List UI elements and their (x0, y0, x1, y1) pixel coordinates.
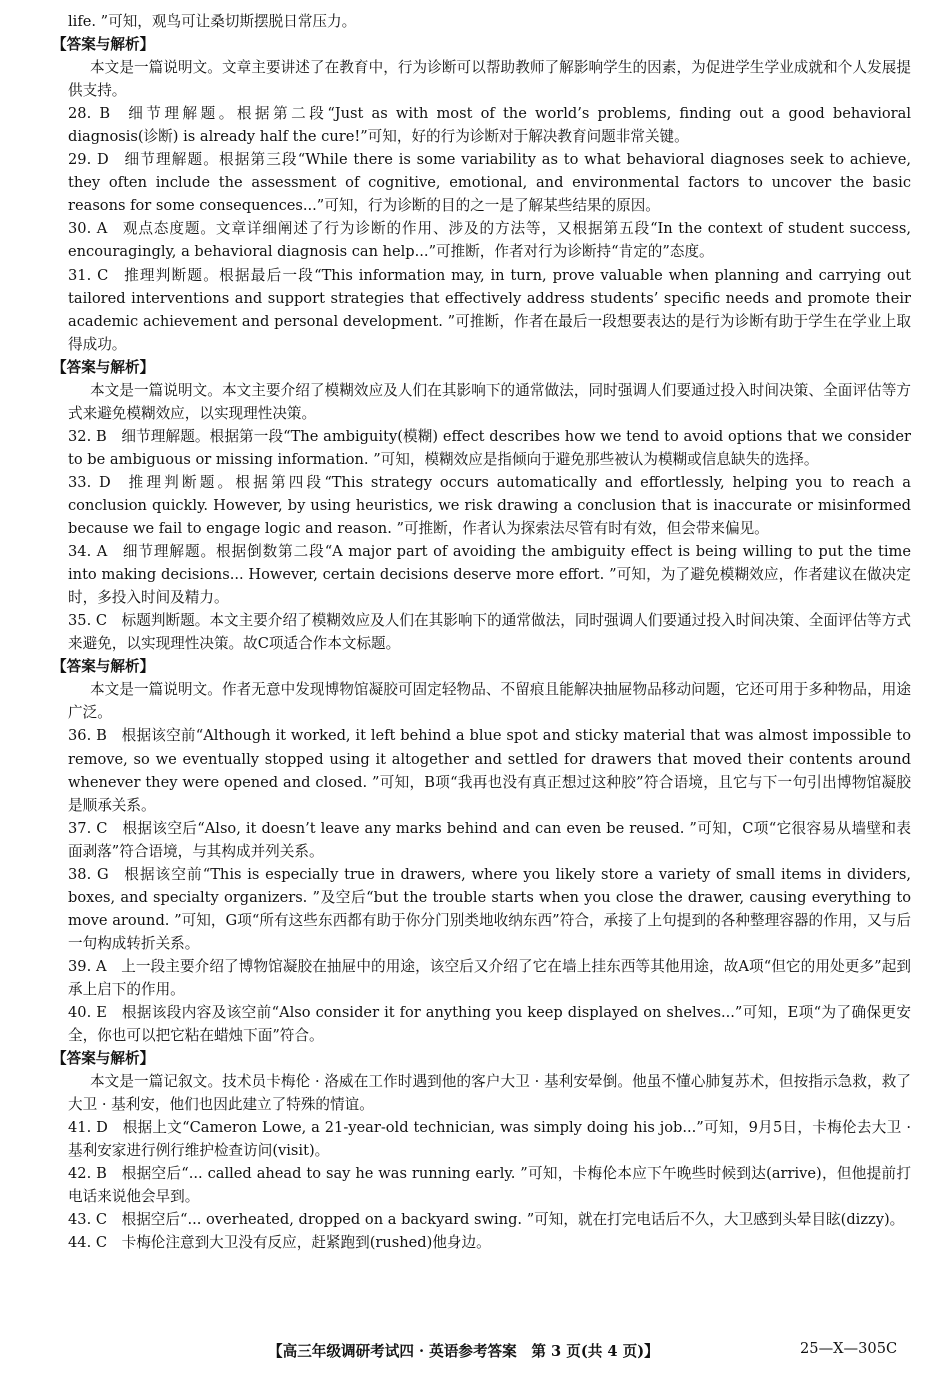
answer-explanation: 推理判断题。根据第四段“This strategy occurs automatically and effortlessly, helping you to reach a conclusion quickly. However, by using heuristics, we risk drawing a conclusion that is inaccurate or misinformed because we fail to engage logic and reason. ”可推断，作者认为探索法尽管有时有效，但会带来偏见。 (68, 473, 911, 538)
footer-code: 25—X—305C (800, 1340, 898, 1357)
answer-number: 43. C (68, 1211, 108, 1229)
answer-item (68, 471, 911, 540)
answer-number: 36. B (68, 727, 107, 745)
answer-item (68, 425, 911, 471)
page-footer (0, 1340, 950, 1366)
section-heading: 【答案与解析】 (52, 358, 155, 376)
answer-number: 28. B (68, 105, 111, 123)
answer-explanation: 根据该段内容及该空前“Also consider it for anything you keep displayed on shelves...”可知，E项“为了确保更安全，你也可以把它粘在蜡烛下面”符合。 (68, 1004, 911, 1045)
answer-explanation: 根据该空前“This is especially true in drawers, where you likely store a variety of small items in dividers, boxes, and specialty organizers. ”及空后“but the trouble starts when you close the drawer, causing everything to move around. ”可知，G项“所有这些东西都有助于你分门别类地收纳东西”符合，承接了上句提到的各种整理容器的作用，又与后一句构成转折关系。 (68, 865, 911, 952)
answer-explanation: 根据上文“Cameron Lowe, a 21-year-old technician, was simply doing his job...”可知，9月5日，卡梅伦去大卫 · 基利安家进行例行维护检查访问(visit)。 (68, 1119, 911, 1160)
answer-number: 34. A (68, 543, 108, 561)
answer-explanation: 根据空后“... overheated, dropped on a backyard swing. ”可知，就在打完电话后不久，大卫感到头晕目眩(dizzy)。 (121, 1211, 905, 1229)
answer-number: 33. D (68, 473, 111, 491)
answer-explanation: 细节理解题。根据第三段“While there is some variability as to what behavioral diagnoses seek to achieve, they often include the assessment of cognitive, emotional, and environmental factors to uncover the basic reasons for some consequences...”可知，行为诊断的目的之一是了解某些结果的原因。 (68, 151, 911, 215)
section-summary: 本文是一篇说明文。作者无意中发现博物馆凝胶可固定轻物品、不留痕且能解决抽屉物品移动问题，它还可用于多种物品，用途广泛。 (68, 681, 911, 722)
answer-explanation: 上一段主要介绍了博物馆凝胶在抽屉中的用途，该空后又介绍了它在墙上挂东西等其他用途，故A项“但它的用处更多”起到承上启下的作用。 (68, 957, 912, 998)
answer-item (68, 1208, 911, 1231)
section-summary: 本文是一篇说明文。文章主要讲述了在教育中，行为诊断可以帮助教师了解影响学生的因素，为促进学生学业成就和个人发展提供支持。 (68, 59, 911, 100)
answer-explanation: 根据该空前“Although it worked, it left behind a blue spot and sticky material that was almost impossible to remove, so we eventually stopped using it altogether and settled for drawers that moved their contents around whenever they were opened and closed. ”可知，B项“我再也没有真正想过这种胶”符合语境，且它与下一句引出博物馆凝胶是顺承关系。 (68, 727, 912, 814)
answer-item (68, 609, 911, 655)
answer-number: 29. D (68, 151, 109, 169)
answer-item (68, 817, 911, 863)
answer-item (68, 1162, 911, 1208)
intro-line: life. ”可知，观鸟可让桑切斯摆脱日常压力。 (68, 13, 357, 30)
answer-item (68, 1231, 911, 1254)
answer-explanation: 根据空后“... called ahead to say he was running early. ”可知，卡梅伦本应下午晚些时候到达(arrive)，但他提前打电话来说他会早到。 (68, 1165, 911, 1206)
answer-number: 32. B (68, 427, 107, 445)
answer-item (68, 264, 911, 356)
answer-number: 42. B (68, 1165, 107, 1183)
section-summary: 本文是一篇说明文。本文主要介绍了模糊效应及人们在其影响下的通常做法，同时强调人们要通过投入时间决策、全面评估等方式来避免模糊效应，以实现理性决策。 (68, 381, 911, 422)
answer-number: 44. C (68, 1234, 108, 1252)
answer-item (68, 1116, 911, 1162)
answer-item (68, 724, 911, 816)
footer-title: 【高三年级调研考试四 · 英语参考答案 第 3 页(共 4 页)】 (268, 1343, 659, 1360)
answer-number: 39. A (68, 957, 107, 975)
answer-item (68, 1001, 911, 1047)
answer-item (68, 955, 911, 1001)
answer-item (68, 540, 911, 609)
answer-explanation: 推理判断题。根据最后一段“This information may, in turn, prove valuable when planning and carrying out tailored interventions and support strategies that effectively address students’ specific needs and promote their academic achievement and personal development. ”可推断，作者在最后一段想要表达的是行为诊断有助于学生在学业上取得成功。 (68, 266, 911, 353)
answer-item (68, 102, 911, 148)
answer-item (68, 863, 911, 955)
section-summary: 本文是一篇记叙文。技术员卡梅伦 · 洛威在工作时遇到他的客户大卫 · 基利安晕倒。他虽不懂心肺复苏术，但按指示急救，救了大卫 · 基利安，他们也因此建立了特殊的情谊。 (68, 1073, 911, 1114)
section-heading: 【答案与解析】 (52, 36, 155, 54)
answer-number: 41. D (68, 1119, 108, 1137)
sections-container (52, 33, 912, 1254)
answer-number: 40. E (68, 1004, 107, 1022)
answer-explanation: 细节理解题。根据第二段“Just as with most of the world’s problems, finding out a good behavioral diagnosis(诊断) is already half the cure!”可知，好的行为诊断对于解决教育问题非常关键。 (68, 105, 912, 146)
answer-explanation: 根据该空后“Also, it doesn’t leave any marks behind and can even be reused. ”可知，C项“它很容易从墙壁和表面剥落”符合语境，与其构成并列关系。 (68, 819, 911, 860)
answer-number: 37. C (68, 819, 108, 837)
answer-explanation: 细节理解题。根据倒数第二段“A major part of avoiding the ambiguity effect is being willing to put the time into making decisions... However, certain decisions deserve more effort. ”可知，为了避免模糊效应，作者建议在做决定时，多投入时间及精力。 (68, 543, 912, 607)
section-heading: 【答案与解析】 (52, 658, 155, 676)
answer-explanation: 卡梅伦注意到大卫没有反应，赶紧跑到(rushed)他身边。 (121, 1234, 491, 1252)
answer-explanation: 标题判断题。本文主要介绍了模糊效应及人们在其影响下的通常做法，同时强调人们要通过投入时间决策、全面评估等方式来避免，以实现理性决策。故C项适合作本文标题。 (68, 612, 911, 653)
answer-item (68, 217, 911, 263)
answer-number: 38. G (68, 865, 109, 883)
answer-explanation: 观点态度题。文章详细阐述了行为诊断的作用、涉及的方法等，又根据第五段“In the context of student success, encouragingly, a behavioral diagnosis can help...”可推断，作者对行为诊断持“肯定的”态度。 (68, 220, 911, 261)
answer-number: 31. C (68, 266, 109, 284)
answer-page (52, 10, 912, 1255)
answer-item (68, 148, 911, 217)
answer-number: 30. A (68, 220, 108, 238)
answer-explanation: 细节理解题。根据第一段“The ambiguity(模糊) effect describes how we tend to avoid options that we consider to be ambiguous or missing information. ”可知，模糊效应是指倾向于避免那些被认为模糊或信息缺失的选择。 (68, 427, 911, 468)
answer-number: 35. C (68, 612, 108, 630)
section-heading: 【答案与解析】 (52, 1050, 155, 1068)
